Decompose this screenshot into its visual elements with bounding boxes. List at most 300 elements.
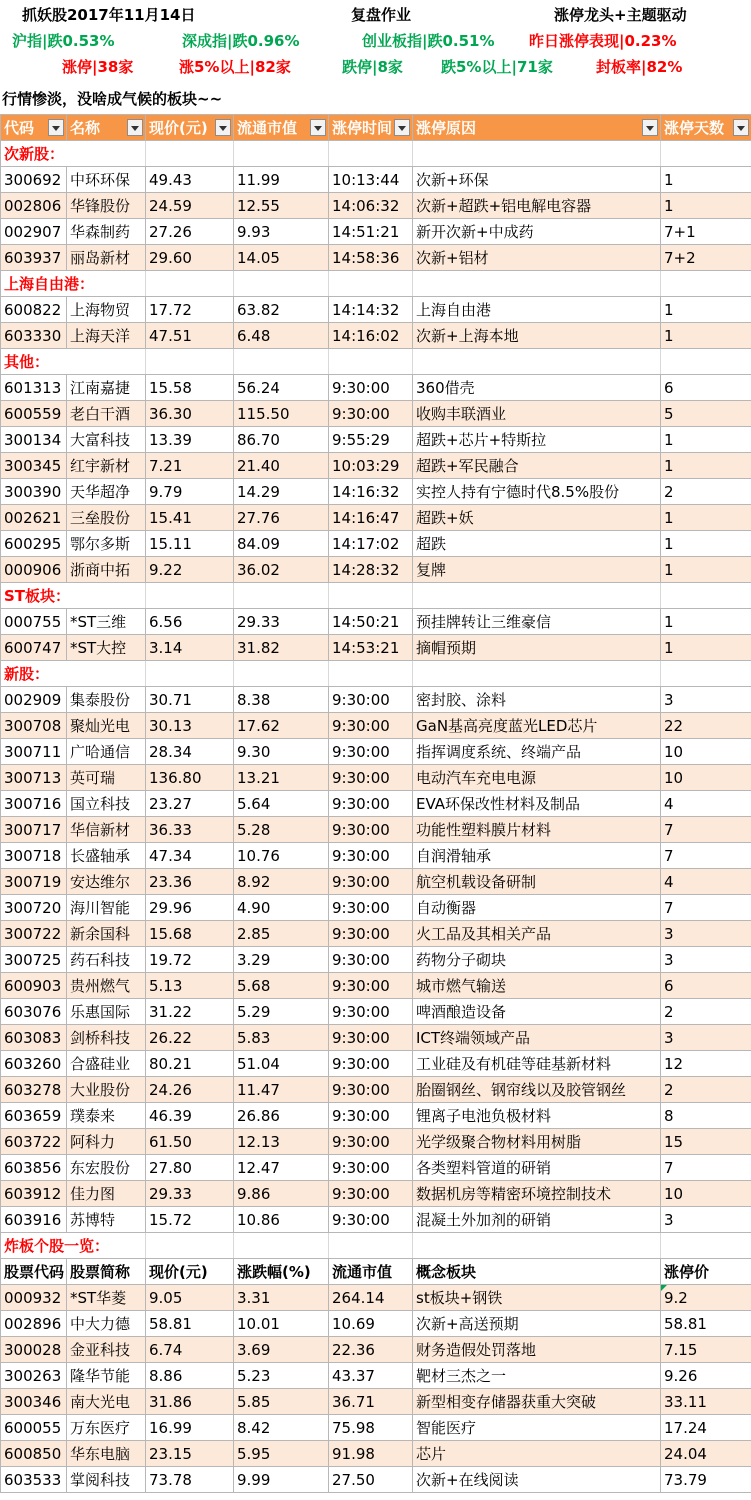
cell-name: 苏博特 [67, 1207, 146, 1233]
header-price [146, 115, 234, 141]
limit-up-count: 涨停|38家 [62, 58, 134, 76]
empty-cell [329, 661, 413, 687]
cell-limit-time: 14:06:32 [329, 193, 413, 219]
cell-price: 15.72 [146, 1207, 234, 1233]
table-row [1, 219, 751, 245]
header-label: 名称 [70, 118, 101, 137]
cell-code: 300711 [1, 739, 67, 765]
cell-days: 10 [661, 1181, 751, 1207]
cell-price: 36.33 [146, 817, 234, 843]
cell-name: 大业股份 [67, 1077, 146, 1103]
cell-float-cap: 5.64 [234, 791, 329, 817]
stock-table [0, 114, 751, 1493]
cell-code: 600055 [1, 1415, 67, 1441]
table-row [1, 765, 751, 791]
cell-price: 27.26 [146, 219, 234, 245]
cell-reason: 摘帽预期 [413, 635, 661, 661]
cell-days: 3 [661, 1025, 751, 1051]
cell-name: 隆华节能 [67, 1363, 146, 1389]
cell-days: 1 [661, 193, 751, 219]
cell-price: 47.34 [146, 843, 234, 869]
cell-code: 603659 [1, 1103, 67, 1129]
table-row [1, 947, 751, 973]
empty-cell [234, 271, 329, 297]
cell-float-cap: 75.98 [329, 1415, 413, 1441]
cell-code: 002909 [1, 687, 67, 713]
cell-name: 中大力德 [67, 1311, 146, 1337]
cell-float-cap: 6.48 [234, 323, 329, 349]
cell-days: 4 [661, 791, 751, 817]
cell-limit-time: 14:16:32 [329, 479, 413, 505]
cell-name: 金亚科技 [67, 1337, 146, 1363]
cell-limit-time: 9:30:00 [329, 817, 413, 843]
cell-price: 31.22 [146, 999, 234, 1025]
cell-limit-price: 17.24 [661, 1415, 751, 1441]
table-row [1, 323, 751, 349]
cell-reason: 锂离子电池负极材料 [413, 1103, 661, 1129]
broken-header-row [1, 1259, 751, 1285]
cell-float-cap: 10.76 [234, 843, 329, 869]
cell-price: 49.43 [146, 167, 234, 193]
cell-code: 300346 [1, 1389, 67, 1415]
cell-limit-time: 14:16:47 [329, 505, 413, 531]
table-row [1, 1363, 751, 1389]
cell-float-cap: 12.13 [234, 1129, 329, 1155]
cell-limit-price: 7.15 [661, 1337, 751, 1363]
empty-cell [329, 583, 413, 609]
cell-price: 47.51 [146, 323, 234, 349]
cell-name: 璞泰来 [67, 1103, 146, 1129]
cell-reason: 超跌+妖 [413, 505, 661, 531]
cell-price: 13.39 [146, 427, 234, 453]
cell-limit-time: 9:30:00 [329, 713, 413, 739]
cell-reason: 实控人持有宁德时代8.5%股份 [413, 479, 661, 505]
empty-cell [234, 349, 329, 375]
empty-cell [413, 271, 661, 297]
empty-cell [146, 583, 234, 609]
broken-header-price: 现价(元) [146, 1259, 234, 1285]
table-row [1, 1467, 751, 1493]
cell-days: 1 [661, 557, 751, 583]
cell-limit-time: 9:30:00 [329, 791, 413, 817]
section-title: 其他： [1, 349, 146, 375]
cell-code: 603533 [1, 1467, 67, 1493]
cell-limit-time: 9:30:00 [329, 739, 413, 765]
cell-code: 300134 [1, 427, 67, 453]
cell-limit-time: 14:16:02 [329, 323, 413, 349]
cell-name: 丽岛新材 [67, 245, 146, 271]
cell-float-cap: 21.40 [234, 453, 329, 479]
empty-cell [329, 271, 413, 297]
filter-dropdown-icon[interactable] [310, 119, 326, 136]
cell-limit-time: 9:30:00 [329, 1129, 413, 1155]
cell-price: 27.80 [146, 1155, 234, 1181]
section-header-row [1, 583, 751, 609]
cell-price: 19.72 [146, 947, 234, 973]
cell-limit-time: 9:55:29 [329, 427, 413, 453]
cell-price: 15.11 [146, 531, 234, 557]
cell-concept: 靶材三杰之一 [413, 1363, 661, 1389]
cell-float-cap: 51.04 [234, 1051, 329, 1077]
cell-code: 300708 [1, 713, 67, 739]
table-row [1, 557, 751, 583]
cell-limit-time: 9:30:00 [329, 375, 413, 401]
cell-float-cap: 27.50 [329, 1467, 413, 1493]
cell-name: 贵州燃气 [67, 973, 146, 999]
cell-reason: EVA环保改性材料及制品 [413, 791, 661, 817]
cell-reason: 工业硅及有机硅等硅基新材料 [413, 1051, 661, 1077]
cell-price: 31.86 [146, 1389, 234, 1415]
cell-limit-time: 14:14:32 [329, 297, 413, 323]
cell-change-pct: 10.01 [234, 1311, 329, 1337]
cell-float-cap: 13.21 [234, 765, 329, 791]
cell-code: 300345 [1, 453, 67, 479]
cell-concept: 智能医疗 [413, 1415, 661, 1441]
cell-name: 大富科技 [67, 427, 146, 453]
cell-name: 红宇新材 [67, 453, 146, 479]
cell-reason: 自润滑轴承 [413, 843, 661, 869]
cell-days: 1 [661, 427, 751, 453]
cell-change-pct: 3.69 [234, 1337, 329, 1363]
table-row [1, 167, 751, 193]
cell-name: 上海物贸 [67, 297, 146, 323]
section-title: ST板块： [1, 583, 146, 609]
cell-price: 29.60 [146, 245, 234, 271]
table-row [1, 1103, 751, 1129]
empty-cell [661, 583, 751, 609]
cell-code: 300713 [1, 765, 67, 791]
table-row [1, 297, 751, 323]
cell-float-cap: 36.71 [329, 1389, 413, 1415]
cell-limit-time: 9:30:00 [329, 973, 413, 999]
empty-cell [234, 661, 329, 687]
cell-price: 8.86 [146, 1363, 234, 1389]
cell-price: 6.56 [146, 609, 234, 635]
empty-cell [329, 349, 413, 375]
cell-concept: 新型相变存储器获重大突破 [413, 1389, 661, 1415]
cell-limit-price: 58.81 [661, 1311, 751, 1337]
cell-price: 9.79 [146, 479, 234, 505]
cell-change-pct: 8.42 [234, 1415, 329, 1441]
cell-name: 江南嘉捷 [67, 375, 146, 401]
cell-days: 1 [661, 531, 751, 557]
table-row [1, 843, 751, 869]
cell-limit-time: 14:51:21 [329, 219, 413, 245]
cell-float-cap: 11.47 [234, 1077, 329, 1103]
table-row [1, 1285, 751, 1311]
filter-dropdown-icon[interactable] [127, 119, 143, 136]
cell-limit-time: 14:28:32 [329, 557, 413, 583]
broken-header-float-cap: 流通市值 [329, 1259, 413, 1285]
cell-days: 7 [661, 895, 751, 921]
cell-price: 30.13 [146, 713, 234, 739]
cell-float-cap: 264.14 [329, 1285, 413, 1311]
sz-index: 深成指|跌0.96% [182, 32, 300, 50]
section-title: 上海自由港： [1, 271, 146, 297]
table-row [1, 791, 751, 817]
cell-name: 聚灿光电 [67, 713, 146, 739]
table-row [1, 1311, 751, 1337]
cell-limit-time: 9:30:00 [329, 1025, 413, 1051]
header-label: 涨停原因 [416, 118, 477, 137]
cell-limit-time: 9:30:00 [329, 843, 413, 869]
cell-limit-price: 73.79 [661, 1467, 751, 1493]
cell-float-cap: 29.33 [234, 609, 329, 635]
table-row [1, 479, 751, 505]
empty-cell [329, 141, 413, 167]
cell-change-pct: 5.95 [234, 1441, 329, 1467]
table-row [1, 1389, 751, 1415]
cell-limit-time: 10:13:44 [329, 167, 413, 193]
stats-row [0, 54, 751, 80]
cell-float-cap: 31.82 [234, 635, 329, 661]
cell-float-cap: 11.99 [234, 167, 329, 193]
header-reason [413, 115, 661, 141]
cell-price: 61.50 [146, 1129, 234, 1155]
cell-reason: 数据机房等精密环境控制技术 [413, 1181, 661, 1207]
cell-limit-time: 9:30:00 [329, 765, 413, 791]
cell-float-cap: 3.29 [234, 947, 329, 973]
cell-code: 300720 [1, 895, 67, 921]
cell-float-cap: 8.92 [234, 869, 329, 895]
index-row [0, 28, 751, 54]
empty-cell [661, 661, 751, 687]
cell-float-cap: 84.09 [234, 531, 329, 557]
cell-name: *ST大控 [67, 635, 146, 661]
cell-reason: 自动衡器 [413, 895, 661, 921]
cell-name: 上海天洋 [67, 323, 146, 349]
cell-code: 000906 [1, 557, 67, 583]
cell-limit-time: 14:17:02 [329, 531, 413, 557]
cell-name: 剑桥科技 [67, 1025, 146, 1051]
section-title: 炸板个股一览： [1, 1233, 146, 1259]
cell-code: 603260 [1, 1051, 67, 1077]
cell-name: 南大光电 [67, 1389, 146, 1415]
cell-reason: 次新+超跌+铝电解电容器 [413, 193, 661, 219]
empty-cell [234, 1233, 329, 1259]
cell-price: 9.05 [146, 1285, 234, 1311]
cell-limit-price: 9.2 [661, 1285, 751, 1311]
table-row [1, 713, 751, 739]
empty-cell [413, 349, 661, 375]
cell-name: 掌阅科技 [67, 1467, 146, 1493]
cell-name: 华东电脑 [67, 1441, 146, 1467]
cell-code: 300716 [1, 791, 67, 817]
cell-limit-time: 14:58:36 [329, 245, 413, 271]
section-title: 次新股： [1, 141, 146, 167]
cell-reason: 复牌 [413, 557, 661, 583]
filter-dropdown-icon[interactable] [733, 119, 749, 136]
cell-name: 华锋股份 [67, 193, 146, 219]
cell-float-cap: 86.70 [234, 427, 329, 453]
cell-limit-price: 9.26 [661, 1363, 751, 1389]
cell-code: 603083 [1, 1025, 67, 1051]
cell-price: 15.68 [146, 921, 234, 947]
cell-code: 603278 [1, 1077, 67, 1103]
cell-name: 药石科技 [67, 947, 146, 973]
cell-limit-time: 10:03:29 [329, 453, 413, 479]
cell-limit-time: 9:30:00 [329, 1103, 413, 1129]
cell-days: 3 [661, 1207, 751, 1233]
filter-dropdown-icon[interactable] [394, 119, 410, 136]
cell-days: 7 [661, 1155, 751, 1181]
cell-code: 600850 [1, 1441, 67, 1467]
yesterday-performance: 昨日涨停表现|0.23% [529, 32, 677, 50]
broken-header-change-pct: 涨跌幅(%) [234, 1259, 329, 1285]
cell-float-cap: 56.24 [234, 375, 329, 401]
cell-price: 46.39 [146, 1103, 234, 1129]
cell-name: 海川智能 [67, 895, 146, 921]
cell-days: 6 [661, 973, 751, 999]
cell-code: 002907 [1, 219, 67, 245]
cell-name: 佳力图 [67, 1181, 146, 1207]
cell-float-cap: 63.82 [234, 297, 329, 323]
cell-reason: 超跌+芯片+特斯拉 [413, 427, 661, 453]
cell-code: 300722 [1, 921, 67, 947]
cell-code: 002896 [1, 1311, 67, 1337]
cell-reason: 光学级聚合物材料用树脂 [413, 1129, 661, 1155]
cell-reason: 次新+环保 [413, 167, 661, 193]
cell-days: 2 [661, 479, 751, 505]
cell-code: 002621 [1, 505, 67, 531]
cell-limit-time: 9:30:00 [329, 401, 413, 427]
table-row [1, 895, 751, 921]
cell-price: 29.33 [146, 1181, 234, 1207]
cell-code: 000755 [1, 609, 67, 635]
cell-price: 5.13 [146, 973, 234, 999]
cell-reason: 新开次新+中成药 [413, 219, 661, 245]
empty-cell [234, 141, 329, 167]
cell-days: 3 [661, 947, 751, 973]
cell-code: 300718 [1, 843, 67, 869]
table-row [1, 687, 751, 713]
cell-float-cap: 10.69 [329, 1311, 413, 1337]
cell-float-cap: 27.76 [234, 505, 329, 531]
cell-price: 6.74 [146, 1337, 234, 1363]
cell-code: 002806 [1, 193, 67, 219]
empty-cell [329, 1233, 413, 1259]
table-row [1, 427, 751, 453]
cell-float-cap: 14.29 [234, 479, 329, 505]
broken-header-name: 股票简称 [67, 1259, 146, 1285]
table-row [1, 869, 751, 895]
cell-float-cap: 2.85 [234, 921, 329, 947]
cell-name: 中环环保 [67, 167, 146, 193]
cell-name: 新余国科 [67, 921, 146, 947]
cell-name: 英可瑞 [67, 765, 146, 791]
cell-price: 15.41 [146, 505, 234, 531]
cell-name: 乐惠国际 [67, 999, 146, 1025]
report-subtitle: 复盘作业 [351, 6, 412, 24]
empty-cell [661, 141, 751, 167]
header-code [1, 115, 67, 141]
empty-cell [661, 1233, 751, 1259]
cell-price: 26.22 [146, 1025, 234, 1051]
cell-float-cap: 4.90 [234, 895, 329, 921]
cell-name: 安达维尔 [67, 869, 146, 895]
filter-dropdown-icon[interactable] [48, 119, 64, 136]
cell-days: 3 [661, 687, 751, 713]
cell-price: 30.71 [146, 687, 234, 713]
section-header-row [1, 1233, 751, 1259]
table-row [1, 1051, 751, 1077]
cell-float-cap: 115.50 [234, 401, 329, 427]
table-row [1, 1025, 751, 1051]
cyb-index: 创业板指|跌0.51% [362, 32, 495, 50]
header-label: 涨停天数 [664, 118, 725, 137]
empty-cell [146, 349, 234, 375]
cell-name: *ST华菱 [67, 1285, 146, 1311]
cell-reason: 药物分子砌块 [413, 947, 661, 973]
cell-reason: 航空机载设备研制 [413, 869, 661, 895]
cell-price: 36.30 [146, 401, 234, 427]
cell-price: 58.81 [146, 1311, 234, 1337]
cell-price: 136.80 [146, 765, 234, 791]
cell-code: 600747 [1, 635, 67, 661]
cell-code: 603912 [1, 1181, 67, 1207]
broken-header-code: 股票代码 [1, 1259, 67, 1285]
cell-limit-price: 33.11 [661, 1389, 751, 1415]
report-tagline: 涨停龙头+主题驱动 [554, 6, 687, 24]
cell-float-cap: 91.98 [329, 1441, 413, 1467]
table-row [1, 193, 751, 219]
table-row [1, 635, 751, 661]
cell-code: 603330 [1, 323, 67, 349]
table-row [1, 999, 751, 1025]
cell-float-cap: 12.47 [234, 1155, 329, 1181]
cell-name: 三垒股份 [67, 505, 146, 531]
section-header-row [1, 271, 751, 297]
cell-reason: 次新+铝材 [413, 245, 661, 271]
cell-concept: 次新+在线阅读 [413, 1467, 661, 1493]
filter-dropdown-icon[interactable] [215, 119, 231, 136]
cell-name: 广哈通信 [67, 739, 146, 765]
seal-rate: 封板率|82% [596, 58, 683, 76]
cell-float-cap: 12.55 [234, 193, 329, 219]
table-row [1, 1077, 751, 1103]
table-row [1, 1155, 751, 1181]
table-row [1, 1441, 751, 1467]
cell-days: 15 [661, 1129, 751, 1155]
filter-dropdown-icon[interactable] [642, 119, 658, 136]
empty-cell [413, 661, 661, 687]
cell-limit-time: 9:30:00 [329, 921, 413, 947]
cell-code: 603916 [1, 1207, 67, 1233]
cell-code: 600903 [1, 973, 67, 999]
cell-code: 300725 [1, 947, 67, 973]
cell-price: 17.72 [146, 297, 234, 323]
cell-days: 1 [661, 167, 751, 193]
cell-reason: 360借壳 [413, 375, 661, 401]
cell-code: 300717 [1, 817, 67, 843]
empty-cell [146, 661, 234, 687]
cell-code: 300028 [1, 1337, 67, 1363]
cell-reason: 密封胶、涂料 [413, 687, 661, 713]
cell-code: 603856 [1, 1155, 67, 1181]
cell-days: 1 [661, 453, 751, 479]
cell-name: 华信新材 [67, 817, 146, 843]
table-row [1, 531, 751, 557]
empty-cell [146, 141, 234, 167]
cell-reason: 收购丰联酒业 [413, 401, 661, 427]
cell-name: 万东医疗 [67, 1415, 146, 1441]
cell-float-cap: 5.28 [234, 817, 329, 843]
stock-table-body [1, 115, 751, 1493]
cell-code: 603076 [1, 999, 67, 1025]
table-header-row [1, 115, 751, 141]
cell-days: 4 [661, 869, 751, 895]
cell-name: 天华超净 [67, 479, 146, 505]
